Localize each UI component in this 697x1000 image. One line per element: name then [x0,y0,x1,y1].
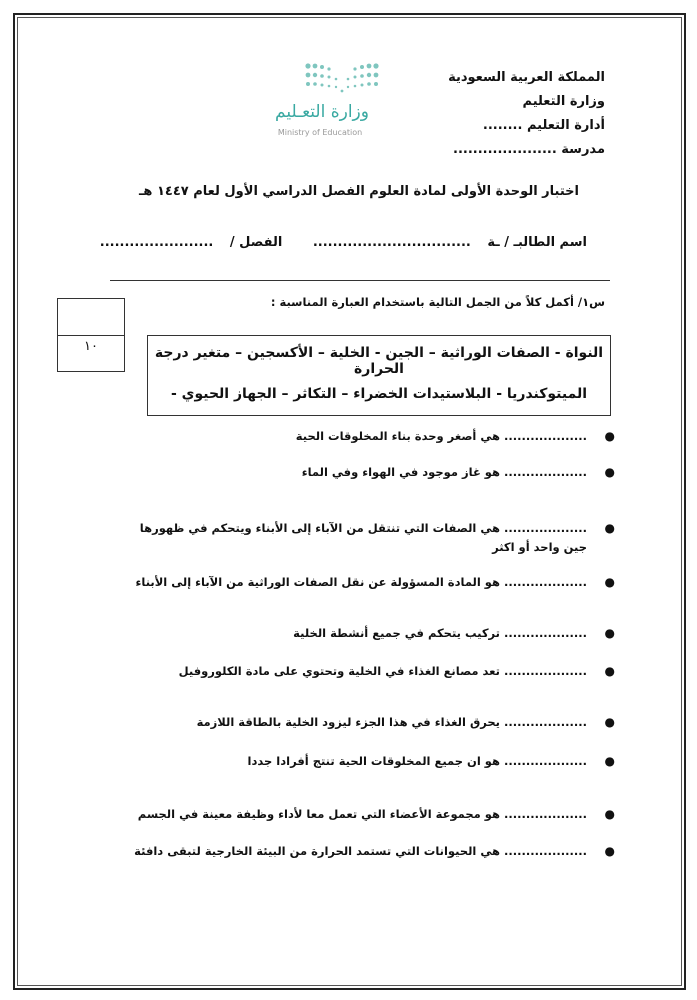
bullet-icon: ● [604,754,615,768]
bullet-icon: ● [604,626,615,640]
header-ministry: وزارة التعليم [522,94,605,109]
word-bank-line: النواة - الصفات الوراثية – الجين - الخلية – الأكسجين – متغير درجة الحرارة [154,345,604,377]
score-box [57,298,125,372]
item-text: ................... هو غاز موجود في الهواء وفي الماء [301,465,587,479]
exam-title: اختبار الوحدة الأولى لمادة العلوم الفصل الدراسي الأول لعام ١٤٤٧ هـ [138,184,579,199]
bullet-icon: ● [604,429,615,443]
list-item [117,715,615,729]
class-field[interactable]: ....................... [99,235,214,250]
question-1-prompt: س١/ أكمل كلاً من الجمل التالية باستخدام العبارة المناسبة : [270,295,605,309]
ministry-logo [262,58,382,144]
page-inner-border [17,17,682,986]
bullet-icon: ● [604,575,615,589]
item-text: ................... تعد مصانع الغذاء في الخلية وتحتوي على مادة الكلوروفيل [178,664,587,678]
list-item [117,519,615,557]
item-text: ................... هي أصغر وحدة بناء المخلوقات الحية [295,429,587,443]
score-divider [58,335,124,336]
list-item [117,626,615,640]
bullet-icon: ● [604,664,615,678]
logo-english-text: Ministry of Education [277,128,363,137]
list-item [117,754,615,768]
divider [110,280,610,281]
bullet-icon: ● [604,807,615,821]
name-label: اسم الطالبـ / ـة [487,235,587,250]
list-item [117,807,615,821]
logo-arabic-text: وزارة التعـليم [275,102,369,122]
name-field[interactable]: ................................ [312,235,471,250]
item-text: ................... هي الحيوانات التي تستمد الحرارة من البيئة الخارجية لتبقى دافئة [134,844,587,858]
item-text: ................... هي الصفات التي تنتقل من الآباء إلى الأبناء ويتحكم في ظهورها جين واحد أو اكثر [139,521,587,554]
bullet-icon: ● [604,715,615,729]
class-label: الفصل / [229,235,283,250]
item-text: ................... هو مجموعة الأعضاء التي تعمل معا لأداء وظيفة معينة في الجسم [137,807,587,821]
student-name-line [100,235,587,250]
header-school: مدرسة ..................... [453,142,605,157]
word-bank [147,335,611,416]
list-item [117,465,615,479]
list-item [117,844,615,858]
bullet-icon: ● [604,844,615,858]
list-item [117,664,615,678]
header-administration: أدارة التعليم ........ [482,118,605,133]
item-text: ................... هو ان جميع المخلوقات الحية تنتج أفرادا جددا [247,754,587,768]
item-text: ................... هو المادة المسؤولة عن نقل الصفات الوراثية من الآباء إلى الأبناء [135,575,587,589]
header-kingdom: المملكة العربية السعودية [448,70,605,85]
word-bank-line: الميتوكندريا - البلاستيدات الخضراء – التكاثر – الجهاز الحيوي - [170,386,588,402]
bullet-icon: ● [604,465,615,479]
logo-dots-icon [304,62,380,94]
item-text: ................... يحرق الغذاء في هذا الجزء ليزود الخلية بالطاقة اللازمة [196,715,587,729]
list-item [117,575,615,589]
score-value: ١٠ [84,339,98,354]
list-item [117,429,615,443]
bullet-icon: ● [604,521,615,535]
item-text: ................... تركيب يتحكم في جميع أنشطة الخلية [293,626,587,640]
